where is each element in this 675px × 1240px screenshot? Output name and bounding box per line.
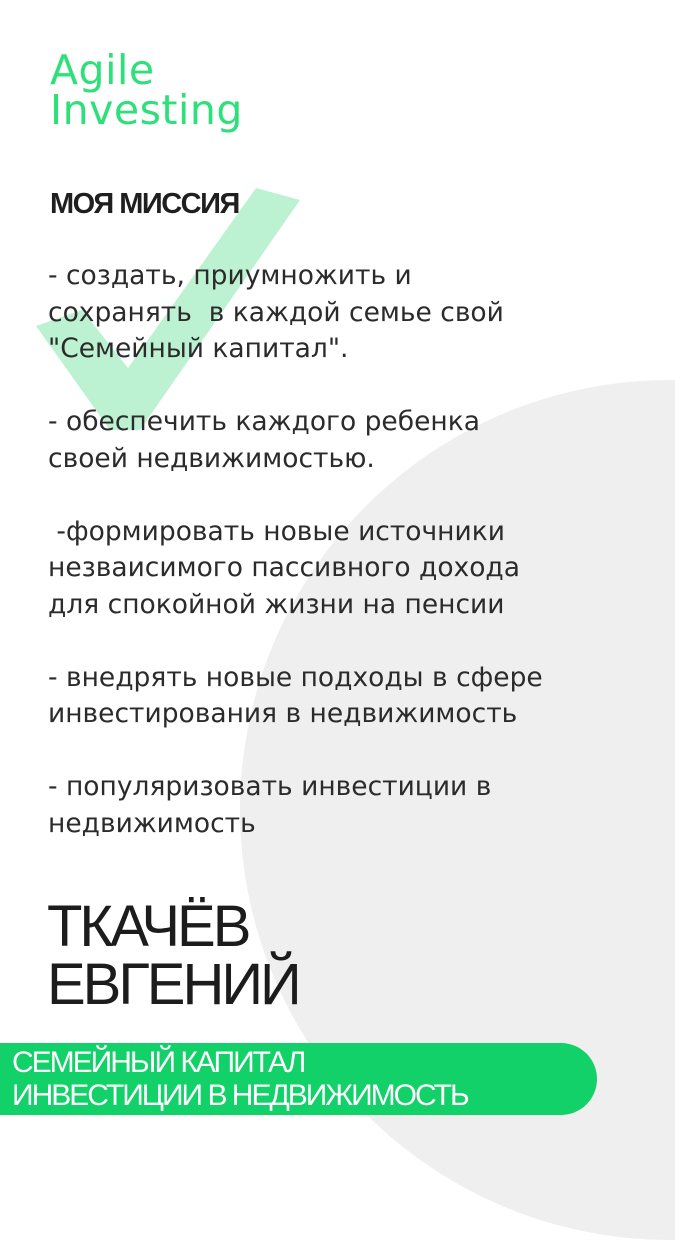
banner-line-2: ИНВЕСТИЦИИ В НЕДВИЖИМОСТЬ [12, 1079, 468, 1112]
banner-text [12, 1046, 468, 1112]
banner-line-1: СЕМЕЙНЫЙ КАПИТАЛ [12, 1046, 305, 1079]
author-surname: ТКАЧЁВ [47, 894, 249, 959]
mission-item: - внедрять новые подходы в сфере инвестирования в недвижимость [48, 661, 543, 729]
author-first-name: ЕВГЕНИЙ [47, 952, 299, 1017]
tagline-banner [0, 1043, 597, 1115]
logo-line-1: Agile [50, 46, 155, 94]
brand-logo [50, 46, 243, 134]
mission-item: - популяризовать инвестиции в недвижимость [48, 771, 492, 839]
mission-title: МОЯ МИССИЯ [50, 188, 239, 220]
author-name [47, 894, 299, 1017]
mission-item: - создать, приумножить и сохранять в каждой семье свой "Семейный капитал". [48, 260, 504, 364]
mission-item: - обеспечить каждого ребенка своей недвижимостью. [48, 406, 480, 474]
logo-line-2: Investing [50, 86, 243, 134]
mission-item: -формировать новые источники незваисимого пассивного дохода для спокойной жизни на пенсии [48, 515, 520, 620]
mission-list [48, 258, 648, 879]
